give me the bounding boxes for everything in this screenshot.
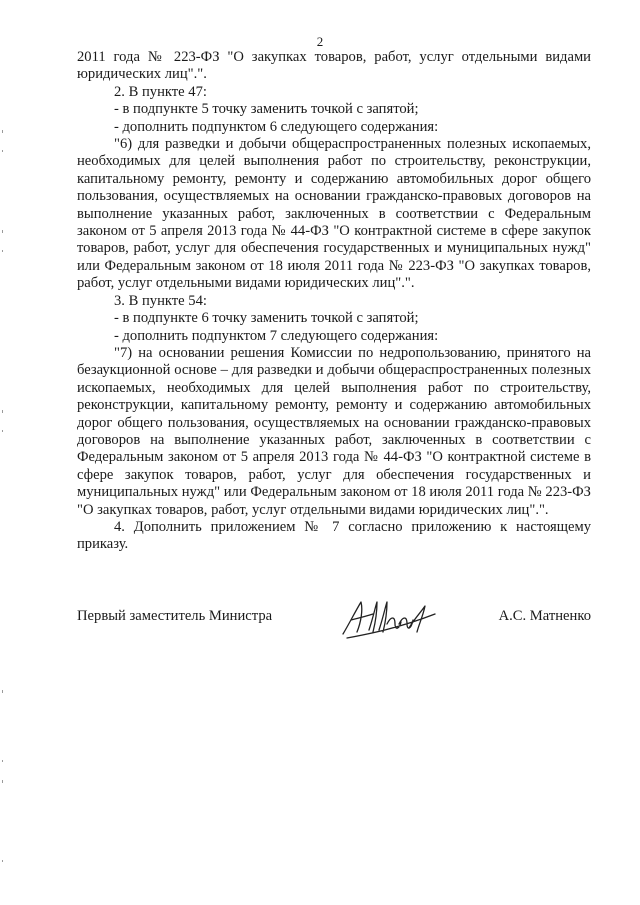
signatory-position: Первый заместитель Министра (77, 608, 273, 624)
paragraph-2: 2. В пункте 47: (114, 83, 207, 100)
paragraph-6: 3. В пункте 54: (114, 292, 207, 309)
paragraph-9: "7) на основании решения Комиссии по недропользованию, принятого на безаукционной основе – для разведки и добычи общераспространенных полезных ископаемых, необходимых для целей выполнения работ по строительству, реконструкции, капитальному ремонту, ремонту и содержанию автомобильных дорог общего пользования, осуществляемых на основании гражданско-правовых договоров на выполнение указанных работ, заключенных в соответствии с Федеральным законом от 5 апреля 2013 года № 44-ФЗ "О контрактной системе в сфере закупок товаров, работ, услуг для обеспечения государственных и муниципальных нужд" или Федеральным законом от 18 июля 2011 года № 223-ФЗ "О закупках товаров, работ, услуг отдельными видами юридических лиц".". (77, 344, 591, 518)
paragraph-1: 2011 года № 223-ФЗ "О закупках товаров, работ, услуг отдельными видами юридических лиц".". (77, 49, 591, 83)
paragraph-10: 4. Дополнить приложением № 7 согласно приложению к настоящему приказу. (77, 518, 591, 553)
signatory-name: А.С. Матненко (498, 608, 591, 624)
page-number: 2 (316, 34, 324, 49)
handwritten-signature (339, 594, 439, 640)
signature-block (77, 608, 591, 648)
paragraph-4: - дополнить подпунктом 6 следующего содержания: (114, 118, 439, 135)
document-body (77, 49, 591, 554)
paragraph-5: "6) для разведки и добычи общераспространенных полезных ископаемых, необходимых для целей выполнения работ по строительству, реконструкции, капитальному ремонту, ремонту и содержанию автомобильных дорог общего пользования, осуществляемых на основании гражданско-правовых договоров на выполнение указанных работ, заключенных в соответствии с Федеральным законом от 5 апреля 2013 года № 44-ФЗ "О контрактной системе в сфере закупок товаров, работ, услуг для обеспечения государственных и муниципальных нужд" или Федеральным законом от 18 июля 2011 года № 223-ФЗ "О закупках товаров, работ, услуг отдельными видами юридических лиц".". (77, 136, 591, 292)
paragraph-3: - в подпункте 5 точку заменить точкой с запятой; (114, 101, 419, 118)
scan-edge-marks (0, 0, 6, 905)
paragraph-8: - дополнить подпунктом 7 следующего содержания: (114, 327, 439, 344)
paragraph-7: - в подпункте 6 точку заменить точкой с запятой; (114, 310, 419, 327)
